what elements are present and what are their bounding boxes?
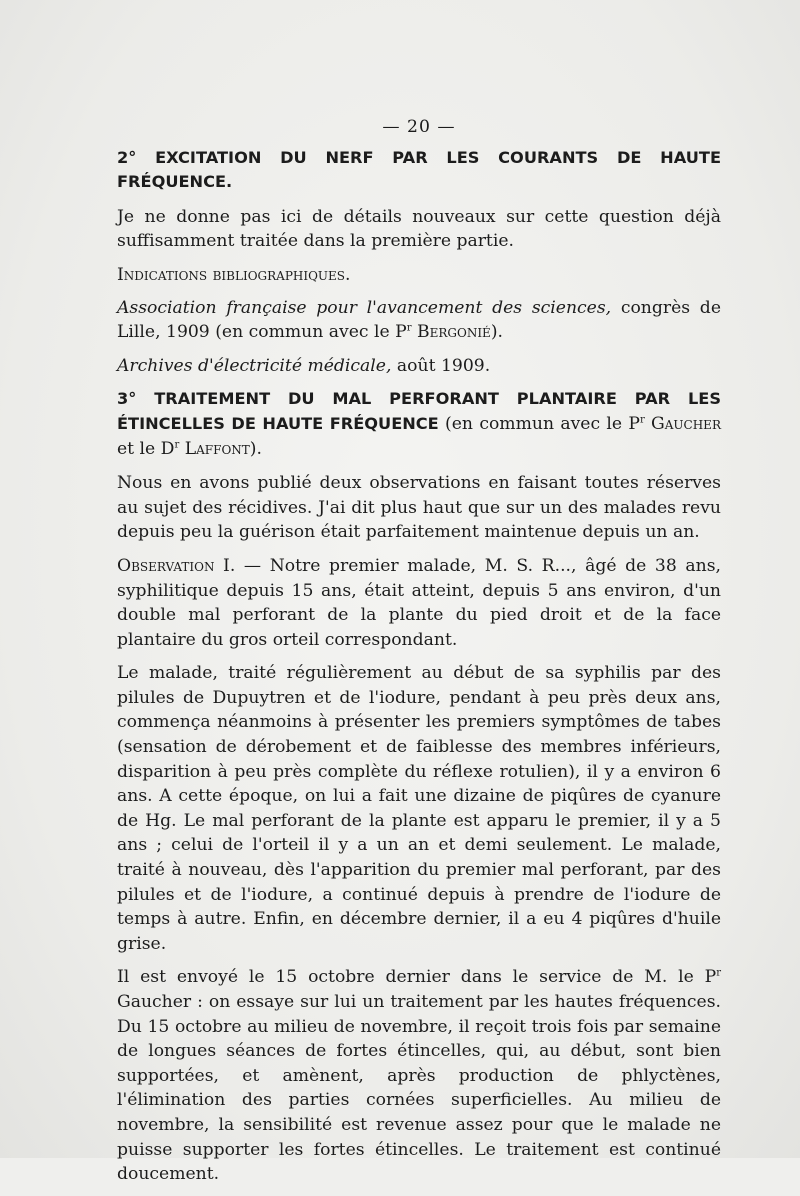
section-3-collab-1: (en commun avec le P (438, 413, 640, 434)
bibliography-reference-1 (117, 296, 721, 345)
observation-text-3b: Gaucher : on essaye sur lui un traitement par les hautes fréquences. Du 15 octobre au milieu de novembre, il reçoit trois fois par semaine de longues séances de fortes étincelles, qui, au début, sont bien supportées, et amènent, après production de phlyctènes, l'élimination des parties cornées superficielles. Au milieu de novembre, la sensibilité est revenue assez pour que le malade ne puisse supporter les fortes étincelles. Le traitement est continué doucement. (117, 992, 721, 1185)
section-3-end: ). (249, 438, 262, 459)
section-3-name-1: Gaucher (644, 413, 721, 434)
reference-2-details: août 1909. (391, 355, 491, 376)
bibliography-reference-2 (117, 354, 721, 379)
text-column (117, 115, 721, 1196)
reference-2-title: Archives d'électricité médicale, (117, 355, 392, 376)
section-3-collab-2: et le D (117, 438, 175, 459)
observation-sup: r (716, 967, 721, 979)
section-2-paragraph: Je ne donne pas ici de détails nouveaux sur cette question déjà suffisamment traitée dans la première partie. (117, 206, 721, 252)
reference-1-sup: r (406, 322, 412, 334)
observation-text-1: — Notre premier malade, M. S. R..., âgé de 38 ans, syphilitique depuis 15 ans, était atteint, depuis 5 ans environ, d'un double mal perforant de la plante du pied droit et de la face plantaire du gros orteil correspondant. (117, 555, 721, 650)
reference-1-end: ). (490, 322, 503, 343)
observation-text-3a: Il est envoyé le 15 octobre dernier dans le service de M. le P (117, 967, 717, 988)
section-3-name-2: Laffont (179, 438, 250, 459)
observation-paragraph-2: Le malade, traité régulièrement au début de sa syphilis par des pilules de Dupuytren et de l'iodure, pendant à peu près deux ans, commença néanmoins à présenter les premiers symptômes de tabes (sensation de dérobement et de faiblesse des membres inférieurs, disparition à peu près complète du réflexe rotulien), il y a environ 6 ans. A cette époque, on lui a fait une dizaine de piqûres de cyanure de Hg. Le mal perforant de la plante est apparu le premier, il y a 5 ans ; celui de l'orteil il y a un an et demi seulement. Le malade, traité à nouveau, dès l'apparition du premier mal perforant, par des pilules et de l'iodure, a continué depuis à prendre de l'iodure de temps à autre. Enfin, en décembre dernier, il a eu 4 piqûres d'huile grise. (117, 663, 721, 954)
reference-1-title: Association française pour l'avancement des sciences, (117, 297, 612, 318)
observation-paragraph-1 (117, 554, 721, 652)
page-number: — 20 — (382, 117, 456, 137)
reference-1-details: congrès de Lille, 1909 (en commun avec le P (117, 297, 721, 343)
section-3-sup-2: r (174, 438, 180, 450)
observation-paragraph-3 (117, 965, 721, 1186)
section-3-heading (117, 387, 721, 461)
bibliography-heading: Indications bibliographiques. (117, 264, 351, 285)
section-2-heading: 2° EXCITATION DU NERF PAR LES COURANTS DE HAUTE FRÉQUENCE. (117, 147, 721, 192)
section-3-paragraph: Nous en avons publié deux observations en faisant toutes réserves au sujet des récidives. J'ai dit plus haut que sur un des malades revu depuis peu la guérison était parfaitement maintenue depuis un an. (117, 473, 721, 543)
section-3-title: 3° TRAITEMENT DU MAL PERFORANT PLANTAIRE PAR LES ÉTINCELLES DE HAUTE FRÉQUENCE (117, 389, 721, 433)
section-3-sup-1: r (639, 414, 645, 426)
reference-1-author: Bergonié (411, 322, 491, 343)
observation-label: Observation I. (117, 555, 236, 576)
